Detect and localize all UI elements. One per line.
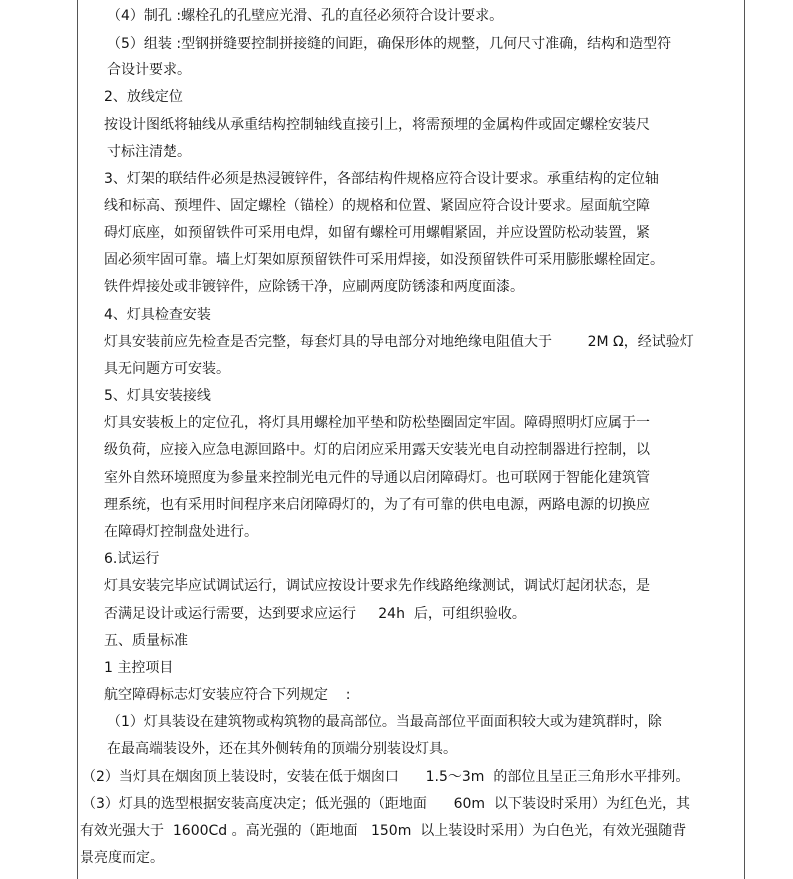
text-line: 级负荷，应接入应急电源回路中。灯的启闭应采用露天安装光电自动控制器进行控制，以 bbox=[104, 442, 650, 458]
text-line: 灯具安装完毕应试调试运行，调试应按设计要求先作线路绝缘测试，调试灯起闭状态，是 bbox=[104, 578, 650, 594]
text-line: 3、灯架的联结件必须是热浸镀锌件，各部结构件规格应符合设计要求。承重结构的定位轴 bbox=[104, 171, 659, 187]
text-line: 线和标高、预埋件、固定螺栓（锚栓）的规格和位置、紧固应符合设计要求。屋面航空障 bbox=[104, 198, 650, 214]
text-line: （5）组装 :型钢拼缝要控制拼接缝的间距，确保形体的规整，几何尺寸准确，结构和造型符 bbox=[107, 36, 672, 52]
text-line: （4）制孔 :螺栓孔的孔壁应光滑、孔的直径必须符合设计要求。 bbox=[107, 8, 504, 24]
text-line: 有效光强大于 1600Cd 。高光强的（距地面 150m 以上装设时采用）为白色光，有效光强随背 bbox=[80, 823, 687, 839]
table-border-right bbox=[744, 0, 745, 879]
text-line: （2）当灯具在烟囱顶上装设时，安装在低于烟囱口 1.5～3m 的部位且呈正三角形水平排列。 bbox=[82, 769, 690, 785]
text-line: （3）灯具的选型根据安装高度决定；低光强的（距地面 60m 以下装设时采用）为红色光，其 bbox=[82, 796, 690, 812]
text-line: 否满足设计或运行需要，达到要求应运行 24h 后，可组织验收。 bbox=[104, 606, 526, 622]
text-line: 寸标注清楚。 bbox=[107, 144, 191, 160]
section-heading: 1 主控项目 bbox=[104, 660, 174, 676]
text-line: 铁件焊接处或非镀锌件，应除锈干净，应刷两度防锈漆和两度面漆。 bbox=[104, 279, 524, 295]
text-line: 合设计要求。 bbox=[107, 62, 191, 78]
text-line: 碍灯底座，如预留铁件可采用电焊，如留有螺栓可用螺帽紧固，并应设置防松动装置，紧 bbox=[104, 225, 650, 241]
text-line: 在障碍灯控制盘处进行。 bbox=[104, 524, 258, 540]
text-line: 灯具安装前应先检查是否完整，每套灯具的导电部分对地绝缘电阻值大于 2M Ω，经试验灯 bbox=[104, 334, 694, 350]
text-line: 室外自然环境照度为参量来控制光电元件的导通以启闭障碍灯。也可联网于智能化建筑管 bbox=[104, 470, 650, 486]
text-line: 理系统，也有采用时间程序来启闭障碍灯的，为了有可靠的供电电源，两路电源的切换应 bbox=[104, 497, 650, 513]
section-heading: 5、灯具安装接线 bbox=[104, 388, 211, 404]
text-line: 在最高端装设外，还在其外侧转角的顶端分别装设灯具。 bbox=[107, 741, 457, 757]
text-line: 航空障碍标志灯安装应符合下列规定 : bbox=[104, 687, 351, 703]
text-line: 固必须牢固可靠。墙上灯架如原预留铁件可采用焊接，如没预留铁件可采用膨胀螺栓固定。 bbox=[104, 252, 664, 268]
text-line: 景亮度而定。 bbox=[80, 850, 164, 866]
section-heading: 五、质量标准 bbox=[104, 633, 188, 649]
text-line: 按设计图纸将轴线从承重结构控制轴线直接引上，将需预埋的金属构件或固定螺栓安装尺 bbox=[104, 117, 650, 133]
table-border-left bbox=[77, 0, 78, 879]
section-heading: 6.试运行 bbox=[104, 551, 160, 567]
text-line: 灯具安装板上的定位孔，将灯具用螺栓加平垫和防松垫圈固定牢固。障碍照明灯应属于一 bbox=[104, 415, 650, 431]
text-line: （1）灯具装设在建筑物或构筑物的最高部位。当最高部位平面面积较大或为建筑群时，除 bbox=[107, 714, 662, 730]
section-heading: 4、灯具检查安装 bbox=[104, 307, 211, 323]
section-heading: 2、放线定位 bbox=[104, 89, 183, 105]
text-line: 具无问题方可安装。 bbox=[104, 361, 230, 377]
